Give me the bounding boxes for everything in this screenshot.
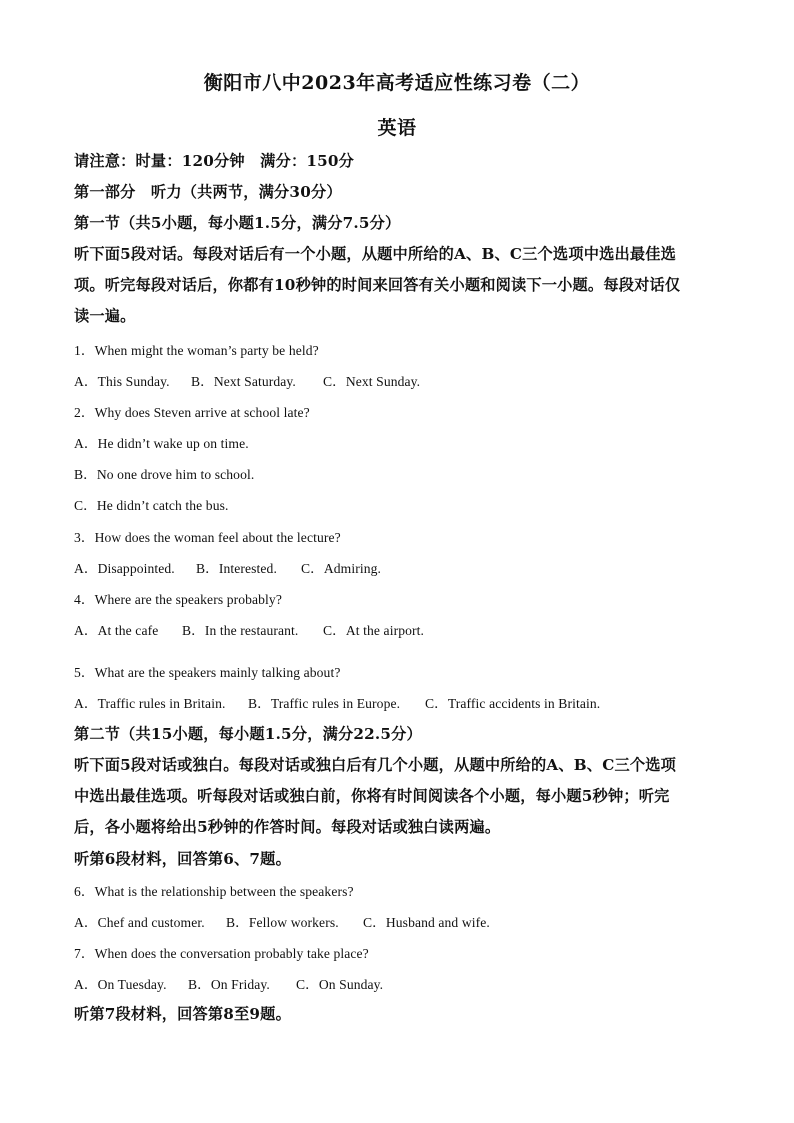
- options-row: [74, 973, 724, 993]
- option-a: A．Disappointed.: [74, 561, 175, 576]
- instruction-line: 听下面5段对话。每段对话后有一个小题，从题中所给的A、B、C三个选项中选出最佳选: [74, 245, 677, 263]
- option-b: B．On Friday.: [188, 977, 270, 992]
- part-heading: 第一部分 听力（共两节，满分30分）: [74, 183, 342, 201]
- instruction-line: 中选出最佳选项。听每段对话或独白前，你将有时间阅读各个小题，每小题5秒钟；听完: [74, 787, 670, 805]
- question-stem: 5．What are the speakers mainly talking about?: [74, 665, 341, 680]
- option-a: A．Chef and customer.: [74, 915, 205, 930]
- question-stem: 1．When might the woman’s party be held?: [74, 343, 319, 358]
- option-c: C．Husband and wife.: [363, 915, 490, 930]
- options-row: [74, 557, 724, 577]
- option-b: B．Interested.: [196, 561, 277, 576]
- option-b: B．In the restaurant.: [182, 623, 299, 638]
- option-c: C．He didn’t catch the bus.: [74, 498, 229, 513]
- options-row: [74, 619, 724, 639]
- options-row: [74, 911, 724, 931]
- option-b: B．Next Saturday.: [191, 374, 296, 389]
- option-c: C．At the airport.: [323, 623, 424, 638]
- option-c: C．Admiring.: [301, 561, 382, 576]
- question-stem: 3．How does the woman feel about the lecture?: [74, 530, 341, 545]
- instruction-line: 听下面5段对话或独白。每段对话或独白后有几个小题，从题中所给的A、B、C三个选项: [74, 756, 677, 774]
- question-stem: 2．Why does Steven arrive at school late?: [74, 405, 310, 420]
- material-heading: 听第6段材料，回答第6、7题。: [74, 850, 291, 868]
- option-c: C．On Sunday.: [296, 977, 384, 992]
- instruction-line: 后，各小题将给出5秒钟的作答时间。每段对话或独白读两遍。: [74, 818, 501, 836]
- instruction-line: 项。听完每段对话后，你都有10秒钟的时间来回答有关小题和阅读下一小题。每段对话仅: [74, 276, 681, 294]
- subject-title: 英语: [377, 117, 417, 139]
- option-c: C．Traffic accidents in Britain.: [425, 696, 601, 711]
- option-b: B．Fellow workers.: [226, 915, 339, 930]
- question-stem: 7．When does the conversation probably take place?: [74, 946, 369, 961]
- question-stem: 6．What is the relationship between the speakers?: [74, 884, 354, 899]
- question-stem: 4．Where are the speakers probably?: [74, 592, 282, 607]
- section-heading: 第二节（共15小题，每小题1.5分，满分22.5分）: [74, 725, 422, 743]
- exam-title: 衡阳市八中2023年高考适应性练习卷（二）: [203, 72, 591, 94]
- option-a: A．Traffic rules in Britain.: [74, 696, 226, 711]
- options-row: [74, 370, 724, 390]
- option-a: A．He didn’t wake up on time.: [74, 436, 249, 451]
- options-row: [74, 692, 724, 712]
- option-b: B．Traffic rules in Europe.: [248, 696, 401, 711]
- instruction-line: 读一遍。: [74, 307, 136, 325]
- notice-line: 请注意：时量：120分钟 满分：150分: [74, 152, 355, 170]
- option-b: B．No one drove him to school.: [74, 467, 255, 482]
- option-c: C．Next Sunday.: [323, 374, 421, 389]
- option-a: A．On Tuesday.: [74, 977, 167, 992]
- section-heading: 第一节（共5小题，每小题1.5分，满分7.5分）: [74, 214, 401, 232]
- option-a: A．At the cafe: [74, 623, 159, 638]
- material-heading: 听第7段材料，回答第8至9题。: [74, 1005, 291, 1023]
- option-a: A．This Sunday.: [74, 374, 170, 389]
